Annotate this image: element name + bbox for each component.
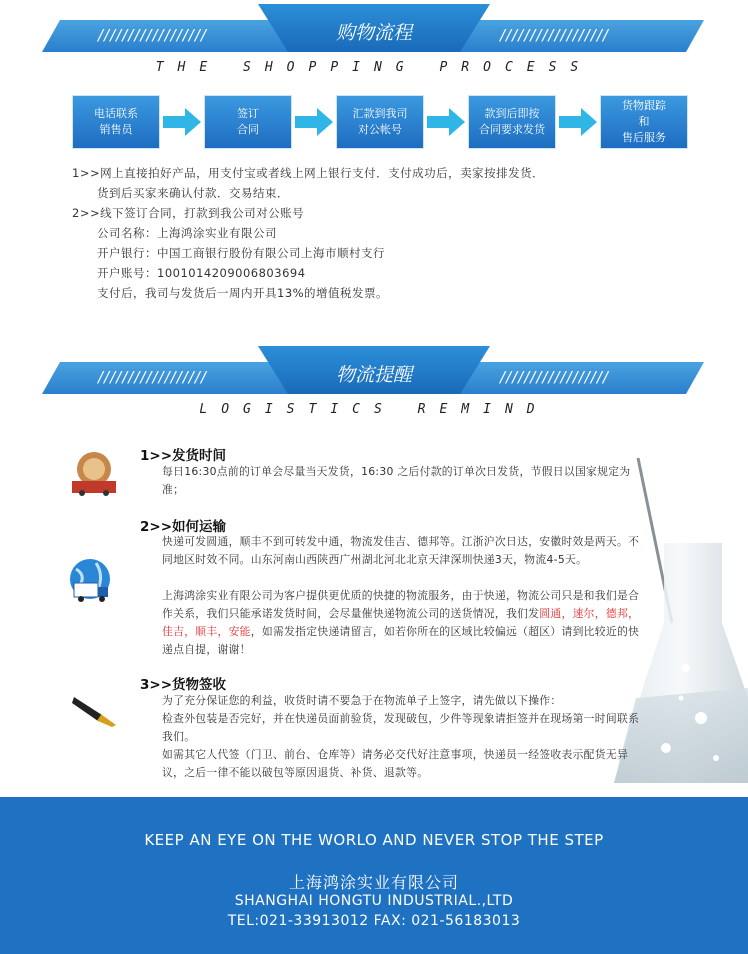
section-delivery-time-title: 1>>发货时间 [140,448,227,464]
shopping-banner [0,0,748,60]
footer-slogan: KEEP AN EYE ON THE WORLO AND NEVER STOP THE STEP [144,831,604,849]
section-delivery-time-text: 每日16:30点前的订单会尽量当天发货，16:30 之后付款的订单次日发货，节假日以国家规定为准； [162,465,631,496]
shopping-subtitle: THE SHOPPING PROCESS [155,60,593,75]
globe-truck-icon [66,555,114,605]
invoice-line: 支付后，我司与发货后一周内开具13%的增值税发票。 [97,286,389,300]
shopping-title: 购物流程 [335,22,412,44]
shopping-line-1: 1>>网上直接拍好产品，用支付宝或者线上网上银行支付．支付成功后，卖家按排发货． [72,166,545,180]
arrow-right-icon [163,108,201,136]
section-shipping-text-1: 快递可发圆通，顺丰不到可转发中通，物流发佳吉、德邦等。江浙沪次日达，安徽时效是两天。不同地区时效不同。山东河南山西陕西广州湖北河北北京天津深圳快递3天，物流4-5天。 [162,535,640,566]
banner-slashes-right: ////////////////// [500,26,609,44]
footer-company-cn: 上海鸿涂实业有限公司 [288,873,459,892]
banner-slashes-right: ////////////////// [500,368,609,386]
section-receipt-text-2: 如需其它人代签（门卫、前台、仓库等）请务必交代好注意事项，快递员一经签收表示配货无异议，之后一律不能以破包等原因退货、补货、退款等。 [162,748,629,779]
banner-slashes-left: ////////////////// [98,368,207,386]
shopping-line-2: 货到后买家来确认付款．交易结束． [97,186,289,200]
account-line: 开户账号：1001014209006803694 [97,266,306,280]
logistics-subtitle: LOGISTICS REMIND [199,402,549,417]
logistics-title: 物流提醒 [335,364,412,386]
step-ship-goods: 款到后即按 合同要求发货 [468,95,556,149]
delivery-time-icon [68,447,120,497]
section-shipping-title: 2>>如何运输 [140,519,227,535]
logistics-banner [0,342,748,402]
step-sign-contract: 签订 合同 [204,95,292,149]
footer-contact: TEL:021-33913012 FAX: 021-56183013 [227,913,521,929]
banner-slashes-left: ////////////////// [98,26,207,44]
section-receipt-title: 3>>货物签收 [140,677,227,693]
step-tracking-service: 货物跟踪 和 售后服务 [600,95,688,149]
arrow-right-icon [559,108,597,136]
arrow-right-icon [295,108,333,136]
arrow-right-icon [427,108,465,136]
shopping-line-3: 2>>线下签订合同，打款到我公司对公账号 [72,206,305,220]
courier-list: 圆通，速尔，德邦，佳吉，顺丰，安能 [162,607,640,638]
fountain-pen-icon [72,693,118,729]
section-receipt-warning: 检查外包装是否完好，并在快递员面前验货，发现破包，少件等现象请拒签并在现场第一时间联系我们。 [162,712,640,743]
company-name-line: 公司名称：上海鸿涂实业有限公司 [97,226,277,240]
bank-line: 开户银行：中国工商银行股份有限公司上海市顺村支行 [97,246,385,260]
step-remit-payment: 汇款到我司 对公帐号 [336,95,424,149]
footer-company-en: SHANGHAI HONGTU INDUSTRIAL.,LTD [234,893,514,909]
footer [0,797,748,954]
section-receipt-text-1: 为了充分保证您的利益，收货时请不要急于在物流单子上签字，请先做以下操作： [162,694,562,707]
section-shipping-text-2: 上海鸿涂实业有限公司为客户提供更优质的快捷的物流服务，由于快递，物流公司只是和我们是合作关系，我们只能承诺发货时间，会尽量催快递物流公司的送货情况，我们发圆通，速尔，德邦，佳吉，顺丰，安能，如需发指定快递请留言，如若你所在的区域比较偏远（超区）请到比较近的快递点自提，谢谢！ [162,589,640,656]
step-contact-sales: 电话联系 销售员 [72,95,160,149]
